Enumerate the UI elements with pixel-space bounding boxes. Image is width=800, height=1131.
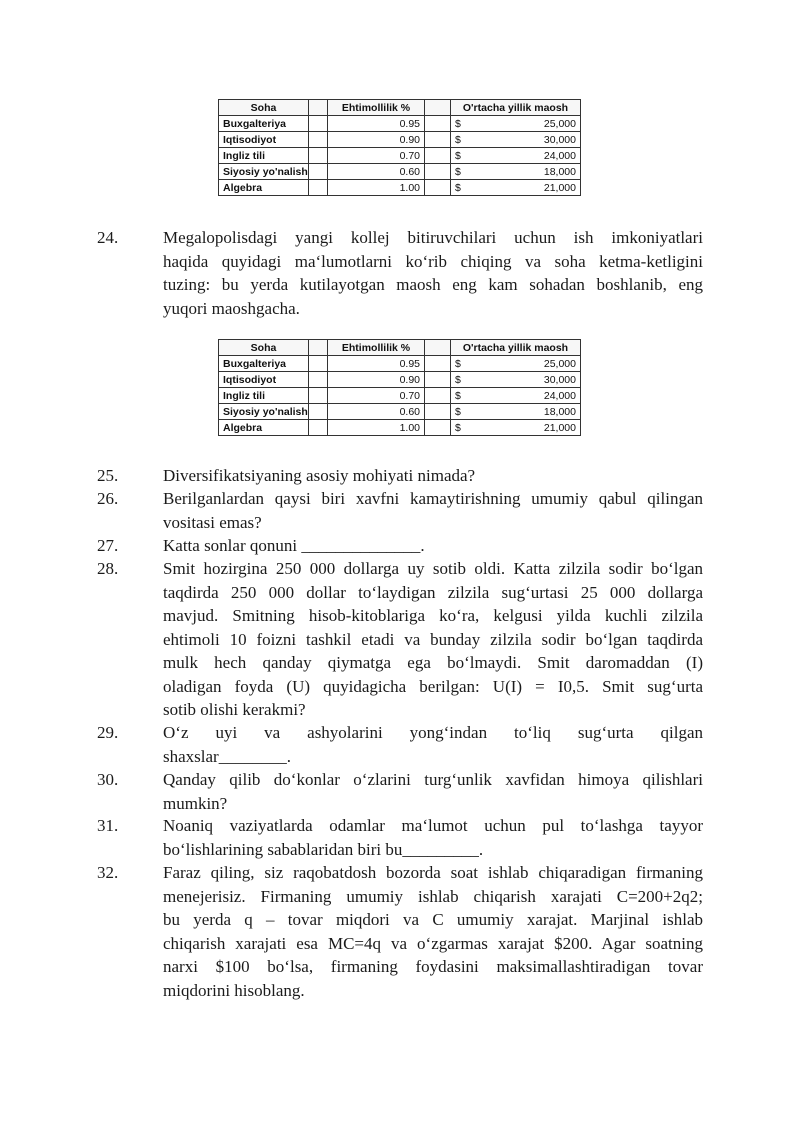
header-spacer: [309, 100, 328, 116]
currency-cell: $: [451, 180, 473, 196]
salary-cell: 18,000: [473, 404, 581, 420]
probability-cell: 0.90: [328, 132, 425, 148]
salary-cell: 21,000: [473, 180, 581, 196]
spacer-cell: [309, 404, 328, 420]
currency-cell: $: [451, 116, 473, 132]
spacer-cell: [309, 356, 328, 372]
text-line: taqdirda 250 000 dollar toʻlaydigan zilzila sugʻurtasi 25 000 dollarga: [163, 582, 703, 602]
spacer-cell: [309, 388, 328, 404]
field-cell: Iqtisodiyot: [219, 132, 309, 148]
spacer-cell: [309, 420, 328, 436]
salary-cell: 25,000: [473, 116, 581, 132]
text-line: Qanday qilib doʻkonlar oʻzlarini turgʻunlik xavfidan himoya qilishlari: [163, 770, 703, 789]
spacer-cell: [309, 132, 328, 148]
spacer-cell: [425, 356, 451, 372]
question-text: [163, 464, 703, 488]
text-line: ehtimoli 10 foizni tashkil etadi va bunday zilzila sodir boʻlgan taqdirda: [163, 629, 703, 649]
text-line: Faraz qiling, siz raqobatdosh bozorda soat ishlab chiqaradigan firmaning: [163, 863, 703, 882]
field-cell: Buxgalteriya: [219, 356, 309, 372]
column-header: O'rtacha yillik maosh: [451, 100, 581, 116]
spacer-cell: [425, 372, 451, 388]
probability-cell: 0.60: [328, 404, 425, 420]
table-row: [219, 404, 581, 420]
field-cell: Iqtisodiyot: [219, 372, 309, 388]
table-row: [219, 372, 581, 388]
text-line: Noaniq vaziyatlarda odamlar maʻlumot uchun pul toʻlashga tayyor: [163, 816, 703, 835]
spacer-cell: [425, 420, 451, 436]
question-text: [163, 861, 703, 1002]
question-number: 25.: [97, 466, 119, 485]
text-line: shaxslar________.: [163, 746, 291, 766]
salary-cell: 25,000: [473, 356, 581, 372]
table-row: [219, 420, 581, 436]
probability-cell: 0.90: [328, 372, 425, 388]
question-text: [163, 487, 703, 534]
table-row: [219, 180, 581, 196]
text-line: vositasi emas?: [163, 512, 262, 532]
field-cell: Siyosiy yo'nalish: [219, 164, 309, 180]
salary-table-1: [218, 99, 581, 196]
salary-cell: 21,000: [473, 420, 581, 436]
text-line: bu yerda q – tovar miqdori va C umumiy xarajat. Marjinal ishlab: [163, 910, 703, 929]
question-text: [163, 814, 703, 861]
text-line: Oʻz uyi va ashyolarini yongʻindan toʻliq sugʻurta qilgan: [163, 723, 703, 742]
currency-cell: $: [451, 388, 473, 404]
salary-table-2: [218, 339, 581, 436]
spacer-cell: [425, 148, 451, 164]
probability-cell: 0.95: [328, 116, 425, 132]
table-row: [219, 356, 581, 372]
field-cell: Siyosiy yo'nalish: [219, 404, 309, 420]
question-number: 24.: [97, 228, 119, 247]
table-row: [219, 388, 581, 404]
currency-cell: $: [451, 372, 473, 388]
column-header: Ehtimollilik %: [328, 100, 425, 116]
spacer-cell: [425, 164, 451, 180]
field-cell: Ingliz tili: [219, 388, 309, 404]
table-row: [219, 164, 581, 180]
text-line: chiqarish xarajati esa MC=4q va oʻzgarmas xarajat $200. Agar soatning: [163, 933, 703, 953]
column-header: O'rtacha yillik maosh: [451, 340, 581, 356]
table-row: [219, 148, 581, 164]
spacer-cell: [309, 148, 328, 164]
column-header: Ehtimollilik %: [328, 340, 425, 356]
question-text: [163, 557, 703, 722]
field-cell: Algebra: [219, 180, 309, 196]
question-number: 32.: [97, 863, 119, 882]
column-header: Soha: [219, 340, 309, 356]
text-line: mulk hech qanday qiymatga ega boʻlmaydi. Smit daromaddan (I): [163, 653, 703, 672]
question-text: [163, 534, 703, 558]
spacer-cell: [425, 132, 451, 148]
text-line: sotib olishi kerakmi?: [163, 700, 306, 719]
spacer-cell: [309, 180, 328, 196]
salary-cell: 18,000: [473, 164, 581, 180]
table-row: [219, 116, 581, 132]
question-number: 27.: [97, 536, 119, 555]
salary-cell: 30,000: [473, 132, 581, 148]
question-number: 29.: [97, 723, 119, 742]
probability-cell: 1.00: [328, 180, 425, 196]
field-cell: Algebra: [219, 420, 309, 436]
text-line: Katta sonlar qonuni ______________.: [163, 536, 425, 555]
spacer-cell: [309, 164, 328, 180]
spacer-cell: [425, 404, 451, 420]
text-line: mavjud. Smitning hisob-kitoblariga koʻra, kelgusi yilda kuchli zilzila: [163, 606, 703, 625]
currency-cell: $: [451, 356, 473, 372]
question-text: [163, 768, 703, 815]
table-header-row: [219, 340, 581, 356]
spacer-cell: [425, 388, 451, 404]
text-line: miqdorini hisoblang.: [163, 980, 305, 1000]
probability-cell: 0.60: [328, 164, 425, 180]
question-number: 30.: [97, 770, 119, 789]
text-line: oladigan foyda (U) quyidagicha berilgan: U(I) = I0,5. Smit sugʻurta: [163, 676, 703, 696]
text-line: Smit hozirgina 250 000 dollarga uy sotib oldi. Katta zilzila sodir boʻlgan: [163, 559, 703, 578]
header-spacer: [309, 340, 328, 356]
currency-cell: $: [451, 420, 473, 436]
currency-cell: $: [451, 132, 473, 148]
field-cell: Ingliz tili: [219, 148, 309, 164]
probability-cell: 0.70: [328, 388, 425, 404]
header-spacer: [425, 100, 451, 116]
spacer-cell: [309, 372, 328, 388]
question-number: 28.: [97, 559, 119, 578]
probability-cell: 0.70: [328, 148, 425, 164]
question-number: 26.: [97, 489, 119, 508]
field-cell: Buxgalteriya: [219, 116, 309, 132]
text-line: Diversifikatsiyaning asosiy mohiyati nimada?: [163, 466, 476, 485]
salary-cell: 24,000: [473, 148, 581, 164]
spacer-cell: [425, 180, 451, 196]
probability-cell: 0.95: [328, 356, 425, 372]
text-line: mumkin?: [163, 793, 228, 813]
currency-cell: $: [451, 148, 473, 164]
question-number: 31.: [97, 816, 119, 835]
text-line: boʻlishlarining sabablaridan biri bu_________.: [163, 839, 484, 859]
table-row: [219, 132, 581, 148]
header-spacer: [425, 340, 451, 356]
spacer-cell: [425, 116, 451, 132]
text-line: tuzing: bu yerda kutilayotgan maosh eng kam sohadan boshlanib, eng: [163, 275, 703, 294]
text-line: Megalopolisdagi yangi kollej bitiruvchilari uchun ish imkoniyatlari: [163, 228, 703, 247]
spacer-cell: [309, 116, 328, 132]
text-line: yuqori maoshgacha.: [163, 298, 300, 318]
text-line: haqida quyidagi maʻlumotlarni koʻrib chiqing va soha ketma-ketligini: [163, 251, 703, 271]
currency-cell: $: [451, 164, 473, 180]
probability-cell: 1.00: [328, 420, 425, 436]
text-line: menejerisiz. Firmaning umumiy ishlab chiqarish xarajati C=200+2q2;: [163, 886, 703, 906]
table-header-row: [219, 100, 581, 116]
question-text: [163, 721, 703, 768]
salary-cell: 30,000: [473, 372, 581, 388]
question-text: [163, 226, 703, 320]
text-line: narxi $100 boʻlsa, firmaning foydasini maksimallashtiradigan tovar: [163, 957, 703, 976]
currency-cell: $: [451, 404, 473, 420]
text-line: Berilganlardan qaysi biri xavfni kamaytirishning umumiy qabul qilingan: [163, 489, 703, 508]
salary-cell: 24,000: [473, 388, 581, 404]
column-header: Soha: [219, 100, 309, 116]
